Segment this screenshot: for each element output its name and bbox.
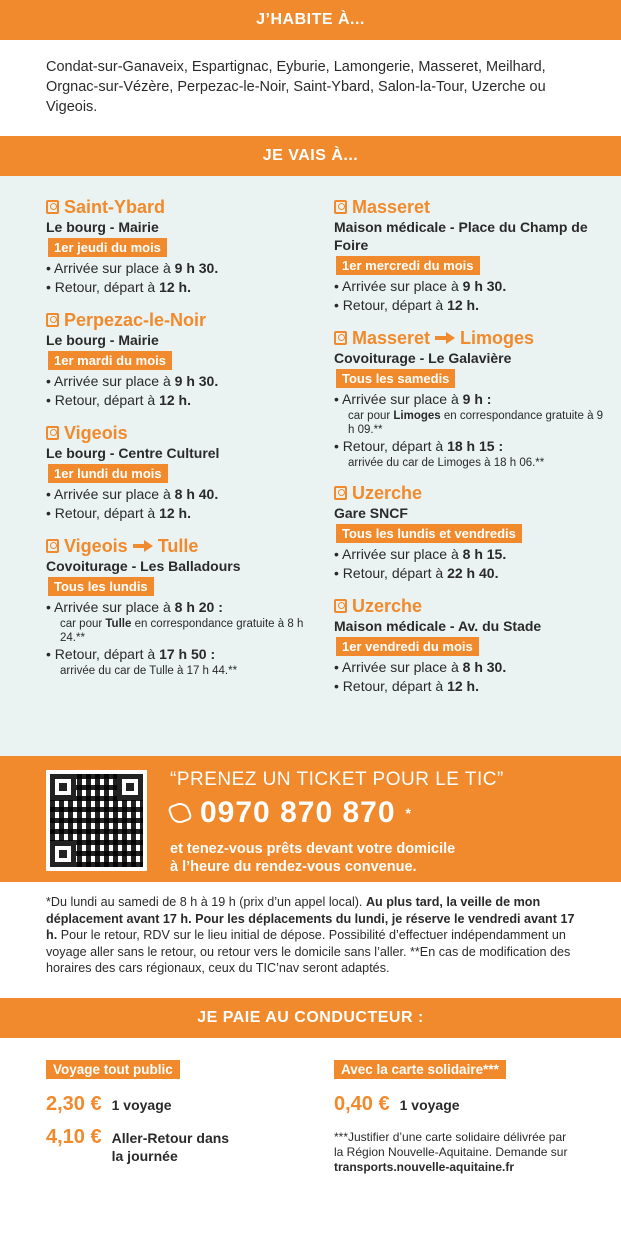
band-vais	[0, 136, 621, 176]
return-line: • Retour, départ à 22 h 40.	[334, 565, 499, 581]
arrival-line: • Arrivée sur place à 8 h 20 :	[46, 599, 223, 615]
destination-right-1	[334, 327, 609, 470]
arrival-time: 8 h 20 :	[174, 599, 223, 615]
price-return: 4,10 €	[46, 1126, 102, 1148]
pin-icon	[46, 313, 59, 327]
arrival-label: Arrivée sur place à	[54, 486, 175, 502]
frequency-badge: Tous les lundis	[48, 577, 154, 596]
meeting-place: Covoiturage - Le Galavière	[334, 350, 512, 366]
frequency-badge: 1er jeudi du mois	[48, 238, 167, 257]
destinations-panel	[0, 176, 621, 756]
arrival-label: Arrivée sur place à	[342, 391, 463, 407]
public-label: Voyage tout public	[46, 1060, 180, 1079]
return-label: Retour, départ à	[342, 438, 448, 454]
arrival-line: • Arrivée sur place à 8 h 30.	[334, 659, 507, 675]
return-time: 12 h.	[159, 505, 191, 521]
destination-name: Uzerche	[352, 483, 423, 503]
return-line: • Retour, départ à 12 h.	[334, 678, 479, 694]
return-label: Retour, départ à	[54, 392, 160, 408]
return-label: Retour, départ à	[54, 646, 160, 662]
solid-footnote: ***Justifier d’une carte solidaire délivrée par la Région Nouvelle-Aquitaine. Demande sur transports.nouvelle-aquitaine.fr	[334, 1130, 568, 1174]
arrival-time: 8 h 15.	[462, 546, 507, 562]
phone-text: 0970 870 870	[200, 796, 396, 829]
pin-icon	[334, 599, 347, 613]
return-line: • Retour, départ à 17 h 50 :	[46, 646, 216, 662]
destination-left-1	[46, 309, 316, 410]
public-pricing: Voyage tout public 2,30 € 1 voyage 4,10 € Aller-Retour dans la journée	[46, 1062, 230, 1164]
meeting-place: Le bourg - Mairie	[46, 332, 159, 348]
arrival-label: Arrivée sur place à	[54, 373, 175, 389]
return-line: • Retour, départ à 12 h.	[46, 392, 191, 408]
return-label: Retour, départ à	[342, 565, 448, 581]
return-time: 22 h 40.	[447, 565, 499, 581]
pin-icon	[334, 331, 347, 345]
return-time: 12 h.	[159, 392, 191, 408]
note-b: Limoges	[393, 410, 441, 422]
return-label: Retour, départ à	[342, 297, 448, 313]
return-label: Retour, départ à	[54, 279, 160, 295]
destination-left-0	[46, 196, 316, 297]
destination-name: Vigeois	[64, 423, 128, 443]
arrival-line: • Arrivée sur place à 9 h :	[334, 391, 492, 407]
arrival-time: 9 h 30.	[462, 278, 507, 294]
destination-name: Masseret	[352, 197, 431, 217]
return-line: • Retour, départ à 12 h.	[46, 279, 191, 295]
return-line: • Retour, départ à 18 h 15 :	[334, 438, 504, 454]
destination-title	[46, 196, 316, 218]
arrival-label: Arrivée sur place à	[54, 260, 175, 276]
return-line: • Retour, départ à 12 h.	[334, 297, 479, 313]
return-line: • Retour, départ à 12 h.	[46, 505, 191, 521]
destination-title	[334, 595, 609, 617]
destination-right-0	[334, 196, 609, 315]
note-c: en correspondance gratuite à 9 h 09.**	[348, 410, 604, 436]
vais-title: JE VAIS À...	[262, 147, 359, 164]
qr-code[interactable]	[46, 770, 147, 871]
price-one: 2,30 €	[46, 1093, 102, 1115]
return-time: 12 h.	[447, 297, 479, 313]
destination-title	[334, 482, 609, 504]
destination-right-3	[334, 595, 609, 696]
arrival-line: • Arrivée sur place à 8 h 40.	[46, 486, 219, 502]
destination-right-2	[334, 482, 609, 583]
pin-icon	[46, 426, 59, 440]
return-time: 12 h.	[447, 678, 479, 694]
destination-title	[46, 535, 316, 557]
destinations-right	[334, 196, 609, 708]
ticket-banner	[0, 756, 621, 882]
frequency-badge: 1er mardi du mois	[48, 351, 172, 370]
meeting-place: Maison médicale - Place du Champ de Foire	[334, 219, 588, 253]
meeting-place: Covoiturage - Les Balladours	[46, 558, 241, 574]
phone-number[interactable]: 0970 870 870 *	[170, 796, 412, 830]
note-b: Tulle	[105, 618, 132, 630]
habite-title: J’HABITE À...	[256, 11, 365, 28]
return-time: 18 h 15 :	[447, 438, 504, 454]
arrival-time: 9 h 30.	[174, 373, 219, 389]
arrival-label: Arrivée sur place à	[342, 659, 463, 675]
return-time: 12 h.	[159, 279, 191, 295]
arrival-line: • Arrivée sur place à 9 h 30.	[334, 278, 507, 294]
return-note: arrivée du car de Limoges à 18 h 06.**	[348, 457, 545, 469]
destination-target: Limoges	[460, 328, 535, 348]
pin-icon	[334, 200, 347, 214]
band-habite	[0, 0, 621, 40]
destination-left-3	[46, 535, 316, 678]
return-time: 17 h 50 :	[159, 646, 216, 662]
arrival-time: 9 h :	[462, 391, 492, 407]
destination-title	[46, 309, 316, 331]
arrival-line: • Arrivée sur place à 9 h 30.	[46, 260, 219, 276]
frequency-badge: 1er mercredi du mois	[336, 256, 480, 275]
arrival-line: • Arrivée sur place à 8 h 15.	[334, 546, 507, 562]
pricing-panel	[0, 1038, 621, 1238]
arrival-line: • Arrivée sur place à 9 h 30.	[46, 373, 219, 389]
destination-left-2	[46, 422, 316, 523]
destinations-left	[46, 196, 316, 690]
arrival-time: 8 h 30.	[462, 659, 507, 675]
destination-title	[334, 327, 609, 349]
destination-title	[46, 422, 316, 444]
arrival-label: Arrivée sur place à	[342, 546, 463, 562]
meeting-place: Le bourg - Centre Culturel	[46, 445, 220, 461]
arrival-time: 9 h 30.	[174, 260, 219, 276]
destination-name: Perpezac-le-Noir	[64, 310, 207, 330]
pin-icon	[334, 486, 347, 500]
note-a: car pour	[60, 618, 106, 630]
destination-name: Uzerche	[352, 596, 423, 616]
destination-name: Saint-Ybard	[64, 197, 166, 217]
arrival-time: 8 h 40.	[174, 486, 219, 502]
frequency-badge: Tous les lundis et vendredis	[336, 524, 522, 543]
arrival-note	[46, 617, 316, 645]
destination-origin: Masseret	[352, 328, 431, 348]
destination-origin: Vigeois	[64, 536, 128, 556]
frequency-badge: Tous les samedis	[336, 369, 455, 388]
solid-label: Avec la carte solidaire***	[334, 1060, 506, 1079]
communes-text: Condat-sur-Ganaveix, Espartignac, Eyburie, Lamongerie, Masseret, Meilhard, Orgnac-sur-Vézère, Perpezac-le-Noir, Saint-Ybard, Salon-la-Tour, Uzerche ou Vigeois.	[46, 59, 546, 115]
meeting-place: Maison médicale - Av. du Stade	[334, 618, 542, 634]
arrival-label: Arrivée sur place à	[342, 278, 463, 294]
destination-target: Tulle	[157, 536, 199, 556]
arrow-icon	[133, 540, 153, 552]
note-c: en correspondance gratuite à 8 h 24.**	[60, 618, 304, 644]
band-paie	[0, 998, 621, 1038]
return-note: arrivée du car de Tulle à 17 h 44.**	[60, 665, 238, 677]
frequency-badge: 1er lundi du mois	[48, 464, 168, 483]
frequency-badge: 1er vendredi du mois	[336, 637, 479, 656]
arrow-icon	[435, 332, 455, 344]
meeting-place: Le bourg - Mairie	[46, 219, 159, 235]
pin-icon	[46, 200, 59, 214]
destination-title	[334, 196, 609, 218]
paie-title: JE PAIE AU CONDUCTEUR :	[197, 1009, 424, 1026]
return-label: Retour, départ à	[54, 505, 160, 521]
return-label: Retour, départ à	[342, 678, 448, 694]
pin-icon	[46, 539, 59, 553]
meeting-place: Gare SNCF	[334, 505, 408, 521]
ticket-headline: “PRENEZ UN TICKET POUR LE TIC”	[170, 769, 504, 790]
solidaire-pricing: Avec la carte solidaire*** 0,40 € 1 voyage ***Justifier d’une carte solidaire délivrée par la Région Nouvelle-Aquitaine. Demande sur transports.nouvelle-aquitaine.fr	[334, 1060, 574, 1175]
price-solid: 0,40 €	[334, 1093, 390, 1115]
arrival-note	[334, 409, 609, 437]
arrival-label: Arrivée sur place à	[54, 599, 175, 615]
ticket-body: et tenez-vous prêts devant votre domicile à l’heure du rendez-vous convenue.	[170, 841, 456, 875]
note-a: car pour	[348, 410, 394, 422]
footnote-note: *Du lundi au samedi de 8 h à 19 h (prix d’un appel local). Au plus tard, la veille de mon déplacement avant 17 h. Pour les déplacements du lundi, je réserve le vendredi avant 17 h. Pour le retour, RDV sur le lieu initial de dépose. Possibilité d’effectuer indépendamment un voyage aller sans le retour, ou retour vers le domicile sans l’aller. **En cas de modification des horaires des cars régionaux, ceux du TIC’nav seront adaptés.	[46, 895, 575, 975]
phone-icon	[167, 800, 193, 826]
